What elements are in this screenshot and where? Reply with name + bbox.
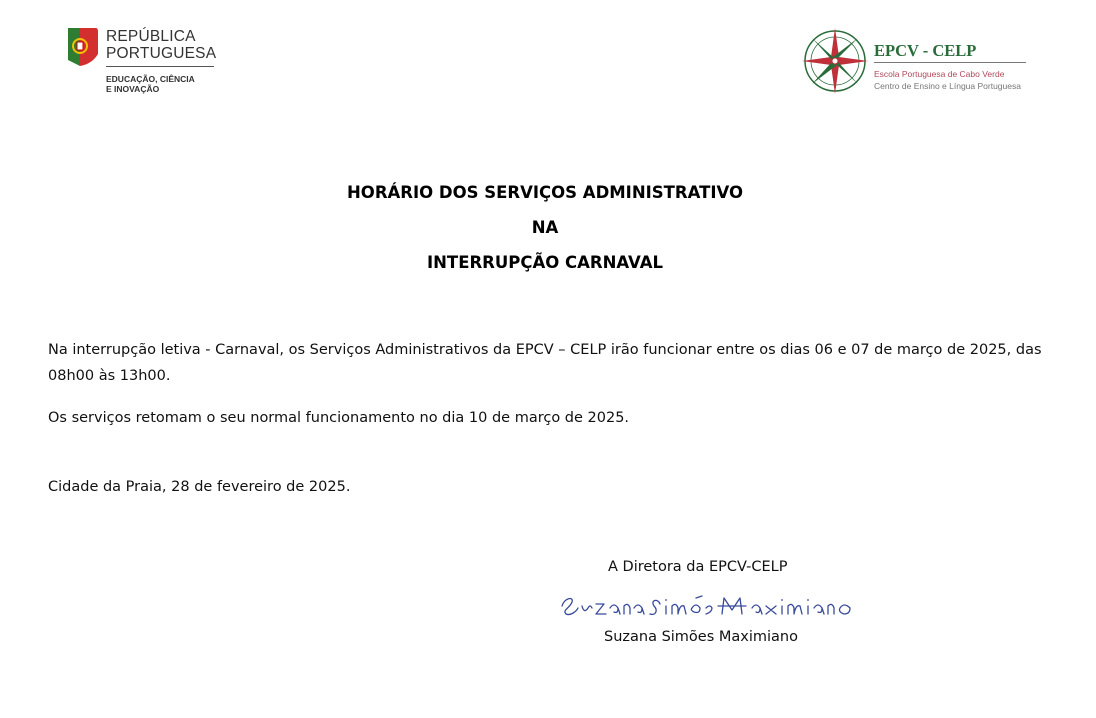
signatory-name: Suzana Simões Maximiano bbox=[604, 629, 798, 645]
heading-line-1: HORÁRIO DOS SERVIÇOS ADMINISTRATIVO bbox=[346, 183, 744, 202]
heading-line-2: NA bbox=[531, 218, 559, 237]
handwritten-signature bbox=[560, 584, 870, 624]
signature-title: A Diretora da EPCV-CELP bbox=[608, 559, 788, 575]
epcv-subtitle-school: Escola Portuguesa de Cabo Verde bbox=[874, 69, 1005, 79]
portugal-flag-emblem-icon bbox=[64, 26, 100, 68]
epcv-divider bbox=[874, 62, 1026, 63]
republica-title bbox=[106, 28, 216, 62]
compass-rose-icon bbox=[800, 26, 870, 96]
republica-title-line2: PORTUGUESA bbox=[106, 45, 217, 62]
ministry-subtitle-line2: E INOVAÇÃO bbox=[106, 84, 160, 94]
epcv-subtitle-centre: Centro de Ensino e Língua Portuguesa bbox=[874, 81, 1021, 91]
place-date: Cidade da Praia, 28 de fevereiro de 2025. bbox=[48, 479, 351, 495]
paragraph-resume: Os serviços retomam o seu normal funcionamento no dia 10 de março de 2025. bbox=[48, 410, 630, 426]
heading-line-3: INTERRUPÇÃO CARNAVAL bbox=[426, 253, 663, 272]
epcv-title: EPCV - CELP bbox=[874, 41, 977, 60]
ministry-subtitle-line1: EDUCAÇÃO, CIÊNCIA bbox=[106, 74, 195, 84]
paragraph-schedule: Na interrupção letiva - Carnaval, os Serviços Administrativos da EPCV – CELP irão funcionar entre os dias 06 e 07 de março de 2025, das 08h00 às 13h00. bbox=[48, 342, 1042, 384]
epcv-celp-logo bbox=[800, 26, 1040, 98]
republica-portuguesa-logo bbox=[64, 26, 224, 100]
republica-title-line1: REPÚBLICA bbox=[106, 28, 196, 45]
ministry-subtitle bbox=[106, 74, 195, 94]
logo-divider bbox=[106, 66, 214, 67]
